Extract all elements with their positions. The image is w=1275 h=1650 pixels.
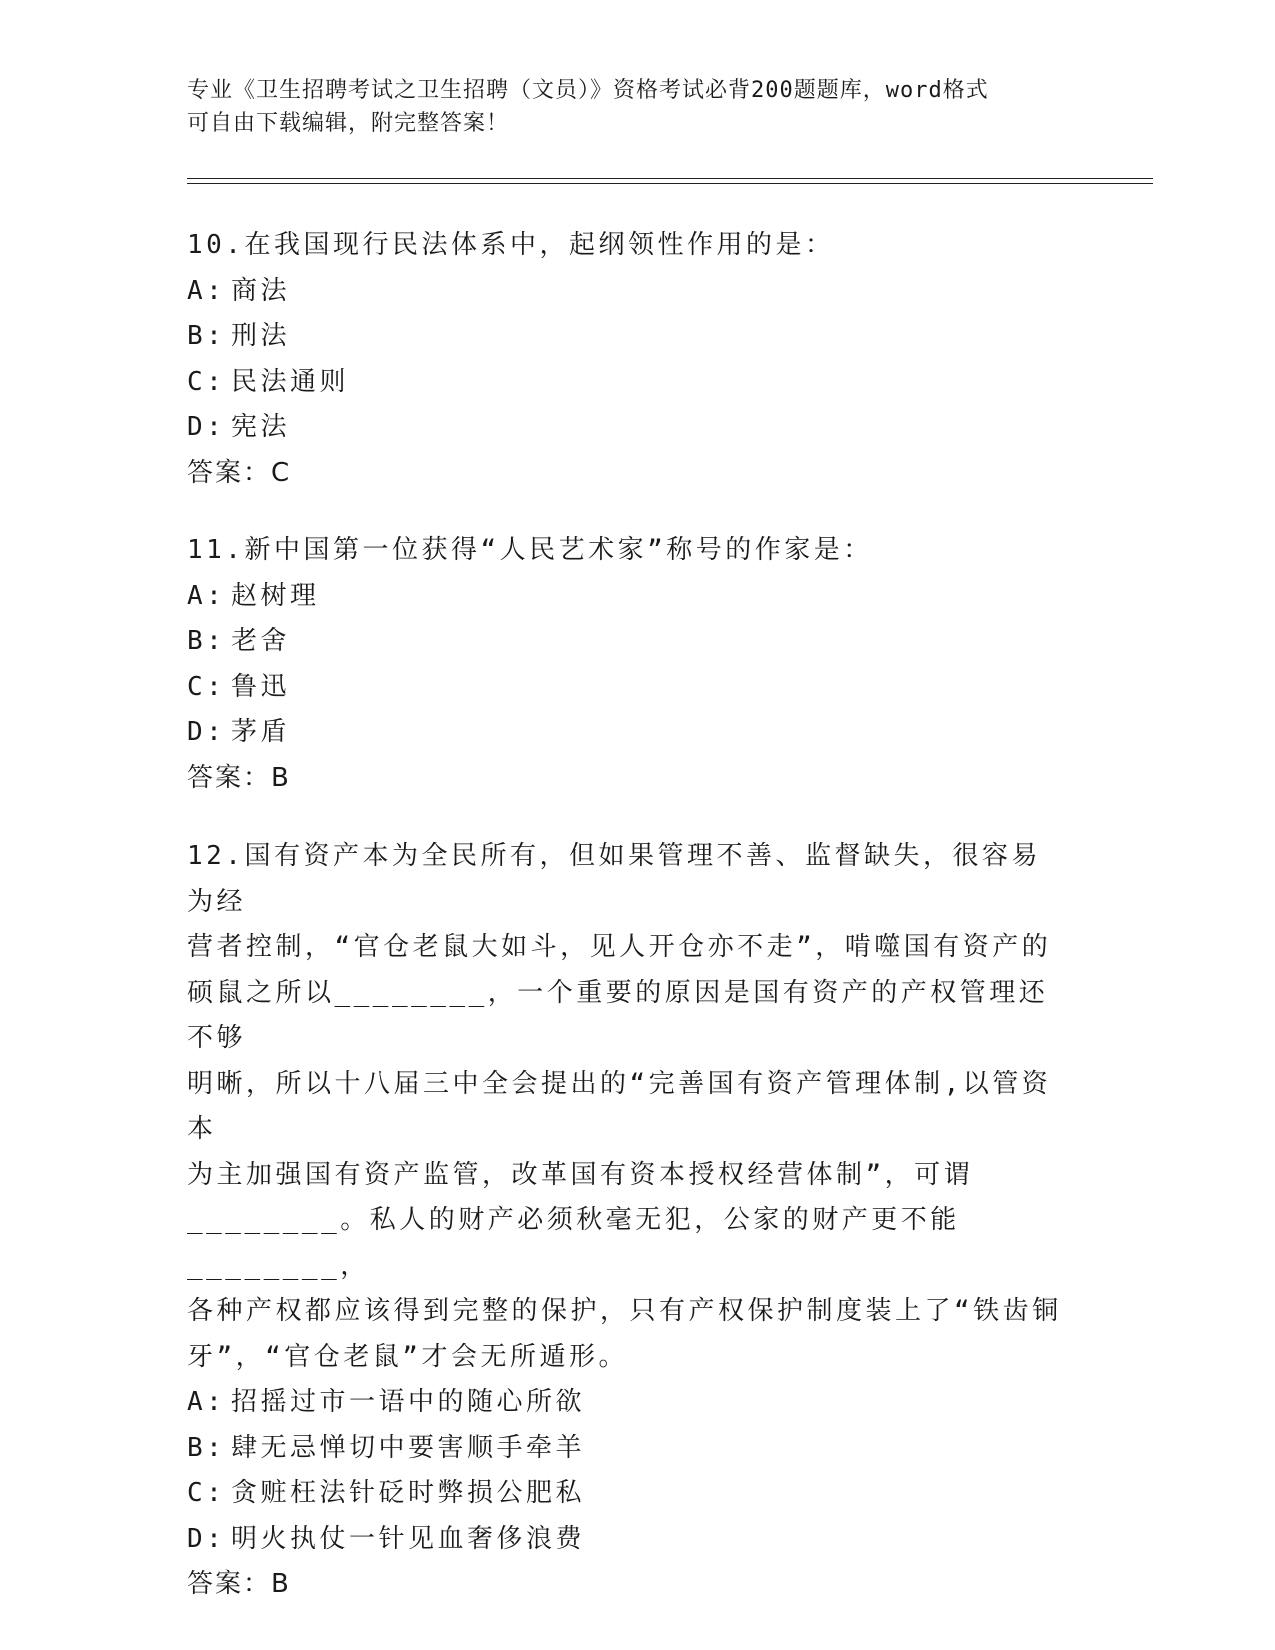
option-d [187,1517,1067,1563]
option-text: 茅盾 [231,717,291,747]
question-stem-line-6: ________。私人的财产必须秋毫无犯，公家的财产更不能________， [187,1205,960,1281]
option-a [187,269,1067,315]
option-b [187,619,1067,665]
question-stem-line-5: 为主加强国有资产监管，改革国有资本授权经营体制”，可谓 [187,1159,974,1190]
option-d [187,710,1067,756]
option-letter: D: [187,717,226,747]
option-text: 招摇过市一语中的随心所欲 [231,1387,586,1417]
answer-line: 答案：C [187,457,292,488]
question-stem-line-1: 12.国有资产本为全民所有，但如果管理不善、监督缺失，很容易为经 [187,841,1041,917]
option-text: 民法通则 [231,366,350,397]
question-12 [187,834,1067,1608]
header-line-1: 专业《卫生招聘考试之卫生招聘（文员）》资格考试必背200题题库，word格式 [187,78,989,103]
question-stem: 11.新中国第一位获得“人民艺术家”称号的作家是： [187,535,873,565]
option-text: 商法 [231,275,291,306]
option-a [187,574,1067,620]
option-text: 老舍 [231,626,291,656]
option-letter: A: [187,1387,226,1417]
option-b [187,1426,1067,1472]
option-letter: B: [187,1432,226,1463]
option-letter: A: [187,275,226,306]
question-stem-line-8: 牙”，“官仓老鼠”才会无所遁形。 [187,1341,628,1372]
question-stem-line-2: 营者控制，“官仓老鼠大如斗，见人开仓亦不走”，啃噬国有资产的 [187,932,1052,962]
option-letter: C: [187,1478,226,1508]
option-c [187,1471,1067,1517]
option-text: 明火执仗一针见血奢侈浪费 [231,1523,586,1554]
answer-line: 答案：B [187,762,291,793]
question-stem-line-3: 硕鼠之所以________，一个重要的原因是国有资产的产权管理还不够 [187,977,1049,1053]
option-text: 肆无忌惮切中要害顺手牵羊 [231,1432,586,1463]
option-letter: B: [187,321,226,351]
option-text: 刑法 [231,321,291,351]
option-d [187,405,1067,451]
header-divider [187,178,1153,184]
option-text: 宪法 [231,412,291,442]
option-b [187,314,1067,360]
option-c [187,665,1067,711]
option-letter: A: [187,580,226,611]
document-header [187,74,1067,140]
question-stem: 10.在我国现行民法体系中，起纲领性作用的是： [187,230,835,260]
option-c [187,360,1067,406]
header-line-2: 可自由下载编辑，附完整答案！ [187,111,510,136]
option-letter: B: [187,626,226,656]
option-text: 赵树理 [231,580,320,611]
question-stem-line-4: 明晰，所以十八届三中全会提出的“完善国有资产管理体制,以管资本 [187,1068,1052,1144]
option-text: 贪赃枉法针砭时弊损公肥私 [231,1478,586,1508]
option-text: 鲁迅 [231,671,291,702]
option-letter: C: [187,671,226,702]
option-letter: C: [187,366,226,397]
option-letter: D: [187,1523,226,1554]
answer-line: 答案：B [187,1569,291,1599]
option-a [187,1380,1067,1426]
option-letter: D: [187,412,226,442]
question-10 [187,223,1067,496]
question-stem-line-7: 各种产权都应该得到完整的保护，只有产权保护制度装上了“铁齿铜 [187,1296,1062,1326]
question-11 [187,528,1067,801]
